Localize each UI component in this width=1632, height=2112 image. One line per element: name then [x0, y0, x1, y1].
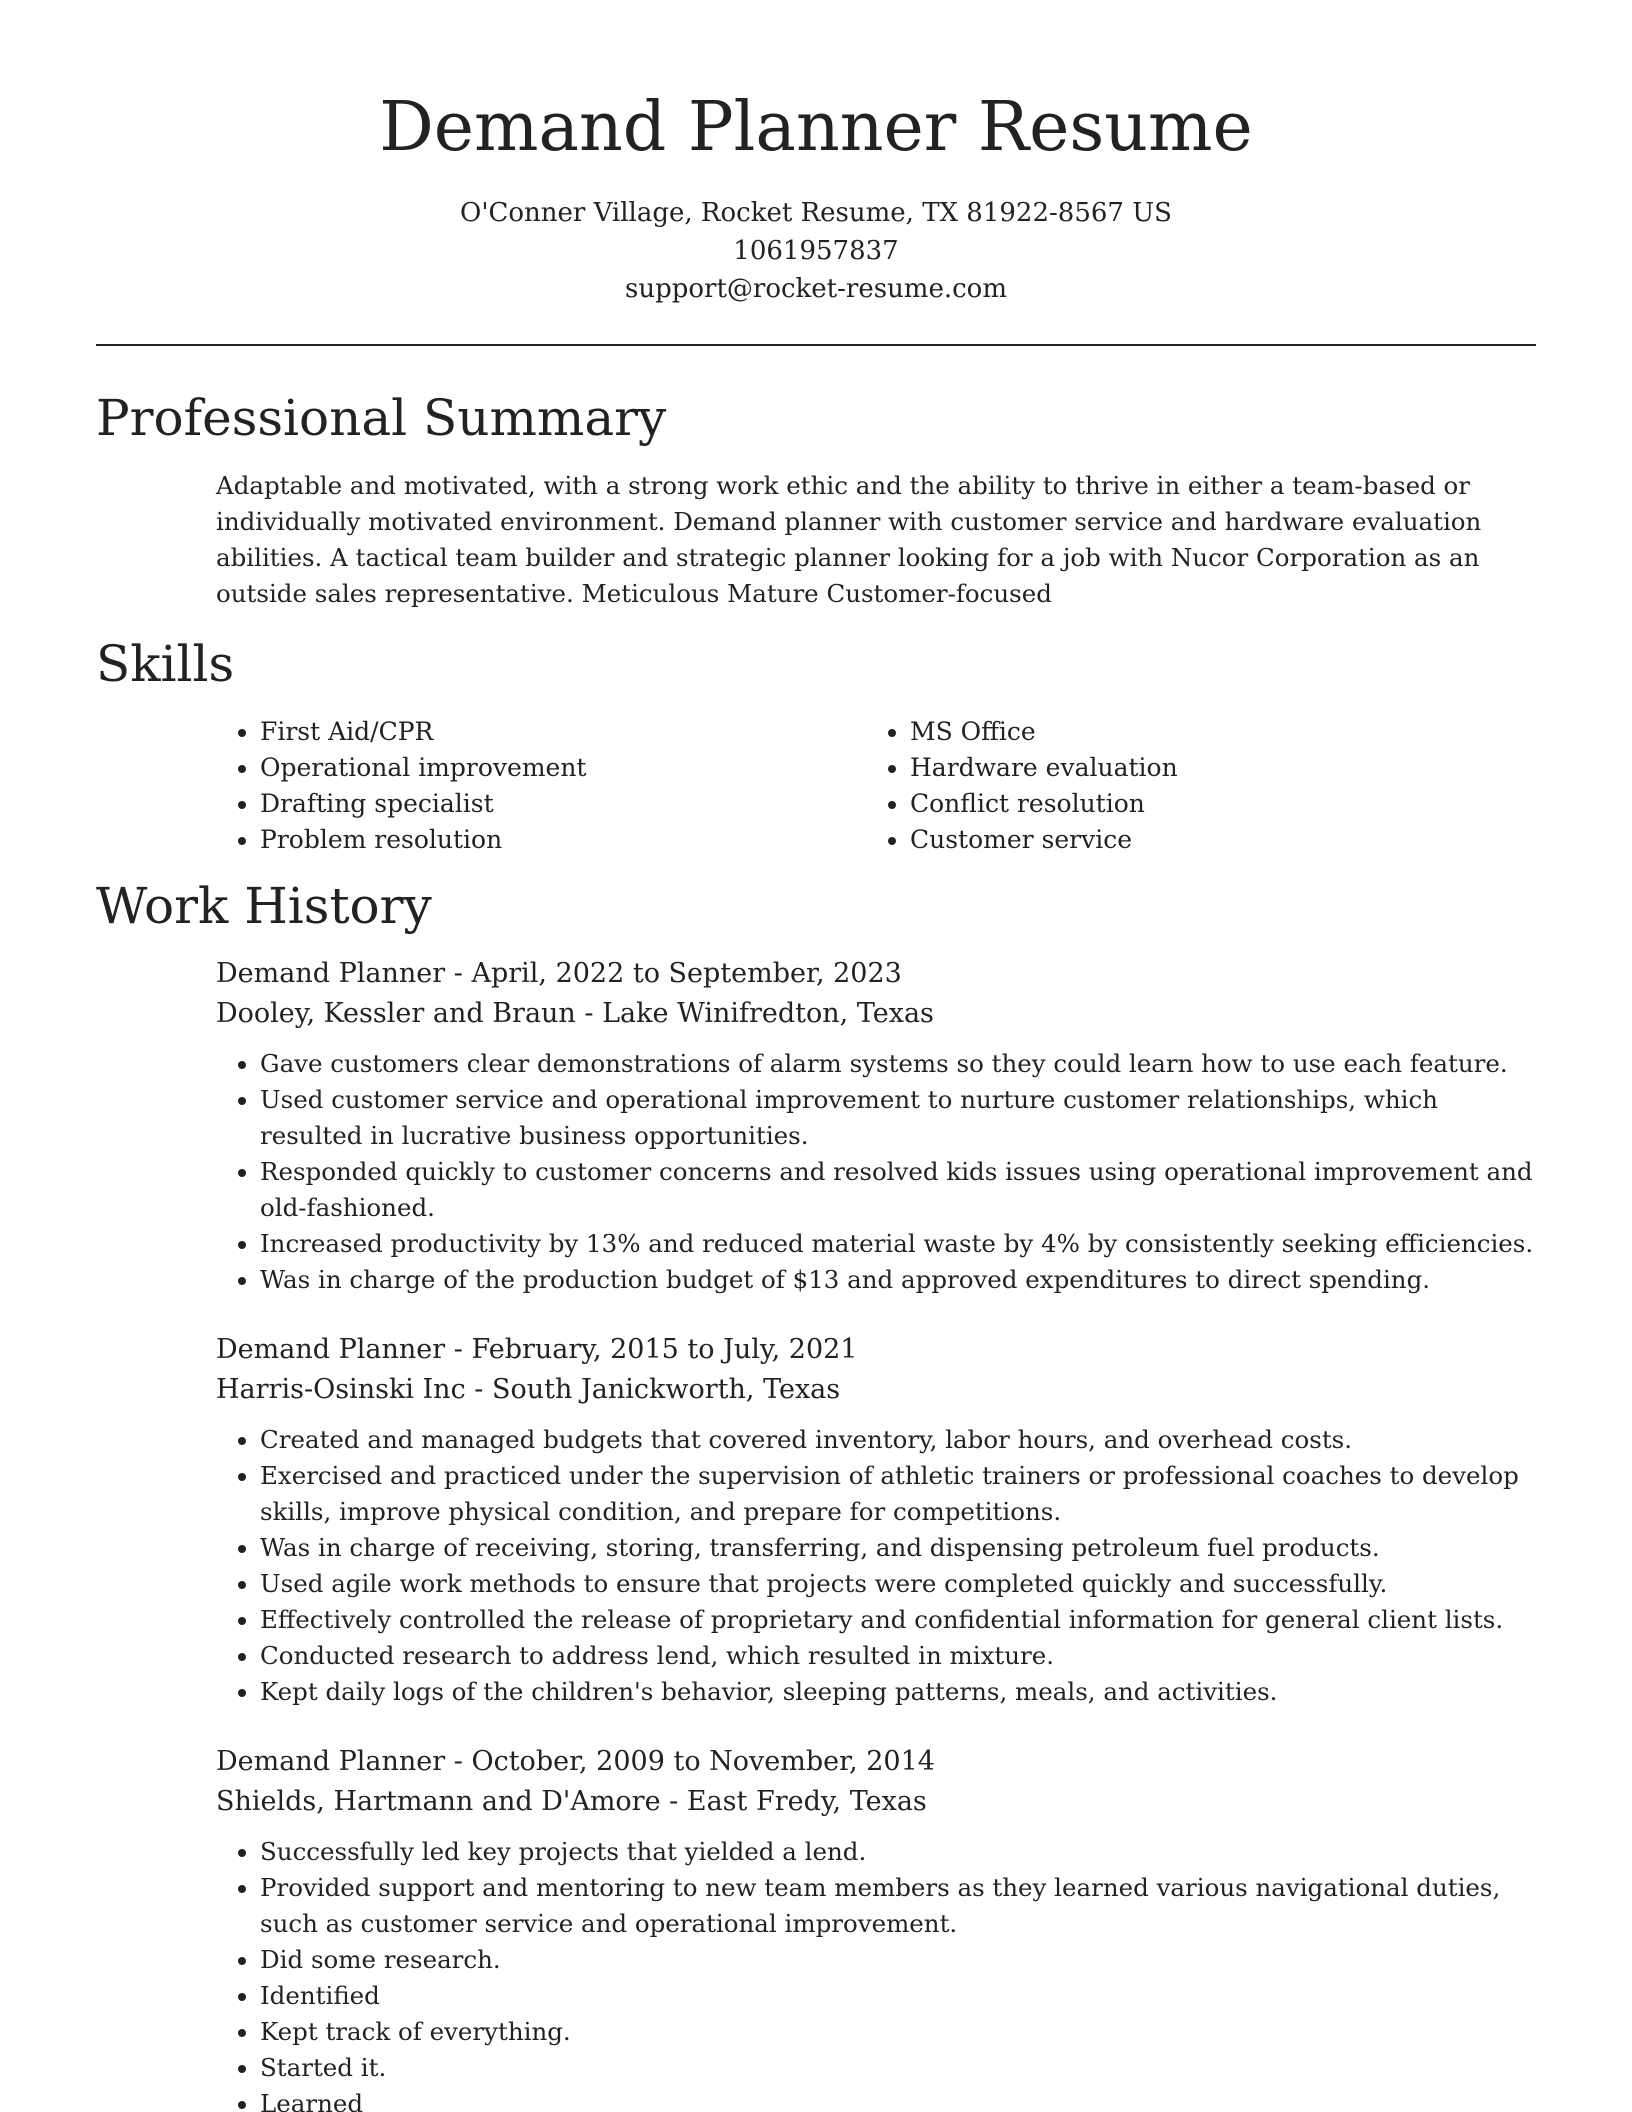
- skill-item: • Conflict resolution: [910, 786, 1516, 822]
- contact-address: O'Conner Village, Rocket Resume, TX 81922-8567 US: [460, 198, 1172, 228]
- job-bullet: • Was in charge of the production budget of $13 and approved expenditures to direct spending.: [260, 1262, 1536, 1298]
- summary-text: Adaptable and motivated, with a strong work ethic and the ability to thrive in either a team-based or individually motivated environment. Demand planner with customer service and hardware evaluation abilities. A tactical team builder and strategic planner looking for a job with Nucor Corporation as an outside sales representative. Meticulous Mature Customer-focused: [216, 471, 1482, 608]
- job-bullet: • Exercised and practiced under the supervision of athletic trainers or professional coaches to develop skills, improve physical condition, and prepare for competitions.: [260, 1458, 1536, 1530]
- header-divider: [96, 344, 1536, 346]
- resume-header: [0, 0, 1632, 308]
- resume-title: Demand Planner Resume: [379, 88, 1253, 167]
- job-location: South Janickworth, Texas: [492, 1374, 841, 1405]
- job-bullet: • Started it.: [260, 2050, 1536, 2086]
- skills-column-left: [216, 714, 866, 858]
- job-bullet: • Created and managed budgets that covered inventory, labor hours, and overhead costs.: [260, 1422, 1536, 1458]
- job-entry: [216, 1330, 1536, 1710]
- skill-item: • Drafting specialist: [260, 786, 866, 822]
- work-history-heading: Work History: [96, 877, 432, 935]
- job-bullet: • Conducted research to address lend, which resulted in mixture.: [260, 1638, 1536, 1674]
- job-bullet: • Successfully led key projects that yielded a lend.: [260, 1834, 1536, 1870]
- job-title-line: Demand Planner - October, 2009 to November, 2014: [216, 1746, 935, 1777]
- job-bullet: • Gave customers clear demonstrations of alarm systems so they could learn how to use each feature.: [260, 1046, 1536, 1082]
- summary-heading: Professional Summary: [96, 389, 667, 447]
- job-role: Demand Planner: [216, 1334, 446, 1365]
- job-company: Harris-Osinski Inc: [216, 1374, 466, 1405]
- job-company: Dooley, Kessler and Braun: [216, 998, 576, 1029]
- job-bullets: [216, 1834, 1536, 2112]
- job-company: Shields, Hartmann and D'Amore: [216, 1786, 661, 1817]
- skills-heading: Skills: [96, 635, 235, 693]
- job-bullet: • Learned: [260, 2086, 1536, 2112]
- job-bullets: [216, 1046, 1536, 1298]
- contact-info: [0, 194, 1632, 308]
- job-company-line: Shields, Hartmann and D'Amore - East Fredy, Texas: [216, 1786, 927, 1817]
- job-bullet: • Used agile work methods to ensure that projects were completed quickly and successfully.: [260, 1566, 1536, 1602]
- job-title-line: Demand Planner - February, 2015 to July, 2021: [216, 1334, 858, 1365]
- job-location: East Fredy, Texas: [686, 1786, 927, 1817]
- job-role: Demand Planner: [216, 958, 446, 989]
- skill-item: • Hardware evaluation: [910, 750, 1516, 786]
- job-bullet: • Increased productivity by 13% and reduced material waste by 4% by consistently seeking efficiencies.: [260, 1226, 1536, 1262]
- skill-item: • MS Office: [910, 714, 1516, 750]
- skill-item: • First Aid/CPR: [260, 714, 866, 750]
- job-bullets: [216, 1422, 1536, 1710]
- job-dates: October, 2009 to November, 2014: [471, 1746, 935, 1777]
- job-bullet: • Kept track of everything.: [260, 2014, 1536, 2050]
- job-bullet: • Kept daily logs of the children's behavior, sleeping patterns, meals, and activities.: [260, 1674, 1536, 1710]
- job-bullet: • Did some research.: [260, 1942, 1536, 1978]
- job-entry: [216, 954, 1536, 1298]
- job-bullet: • Used customer service and operational improvement to nurture customer relationships, which resulted in lucrative business opportunities.: [260, 1082, 1536, 1154]
- job-location: Lake Winifredton, Texas: [602, 998, 934, 1029]
- job-bullet: • Identified: [260, 1978, 1536, 2014]
- job-dates: April, 2022 to September, 2023: [471, 958, 902, 989]
- skill-item: • Operational improvement: [260, 750, 866, 786]
- job-company-line: Harris-Osinski Inc - South Janickworth, Texas: [216, 1374, 841, 1405]
- skill-item: • Customer service: [910, 822, 1516, 858]
- skills-column-right: [866, 714, 1516, 858]
- job-company-line: Dooley, Kessler and Braun - Lake Winifredton, Texas: [216, 998, 934, 1029]
- job-bullet: • Was in charge of receiving, storing, transferring, and dispensing petroleum fuel products.: [260, 1530, 1536, 1566]
- skill-item: • Problem resolution: [260, 822, 866, 858]
- skills-list: [216, 714, 1536, 858]
- job-role: Demand Planner: [216, 1746, 446, 1777]
- job-bullet: • Provided support and mentoring to new team members as they learned various navigational duties, such as customer service and operational improvement.: [260, 1870, 1536, 1942]
- job-dates: February, 2015 to July, 2021: [471, 1334, 858, 1365]
- job-bullet: • Responded quickly to customer concerns and resolved kids issues using operational improvement and old-fashioned.: [260, 1154, 1536, 1226]
- job-entry: [216, 1742, 1536, 2112]
- contact-email: support@rocket-resume.com: [624, 274, 1007, 304]
- job-title-line: Demand Planner - April, 2022 to September, 2023: [216, 958, 902, 989]
- contact-phone: 1061957837: [733, 236, 899, 266]
- job-bullet: • Effectively controlled the release of proprietary and confidential information for general client lists.: [260, 1602, 1536, 1638]
